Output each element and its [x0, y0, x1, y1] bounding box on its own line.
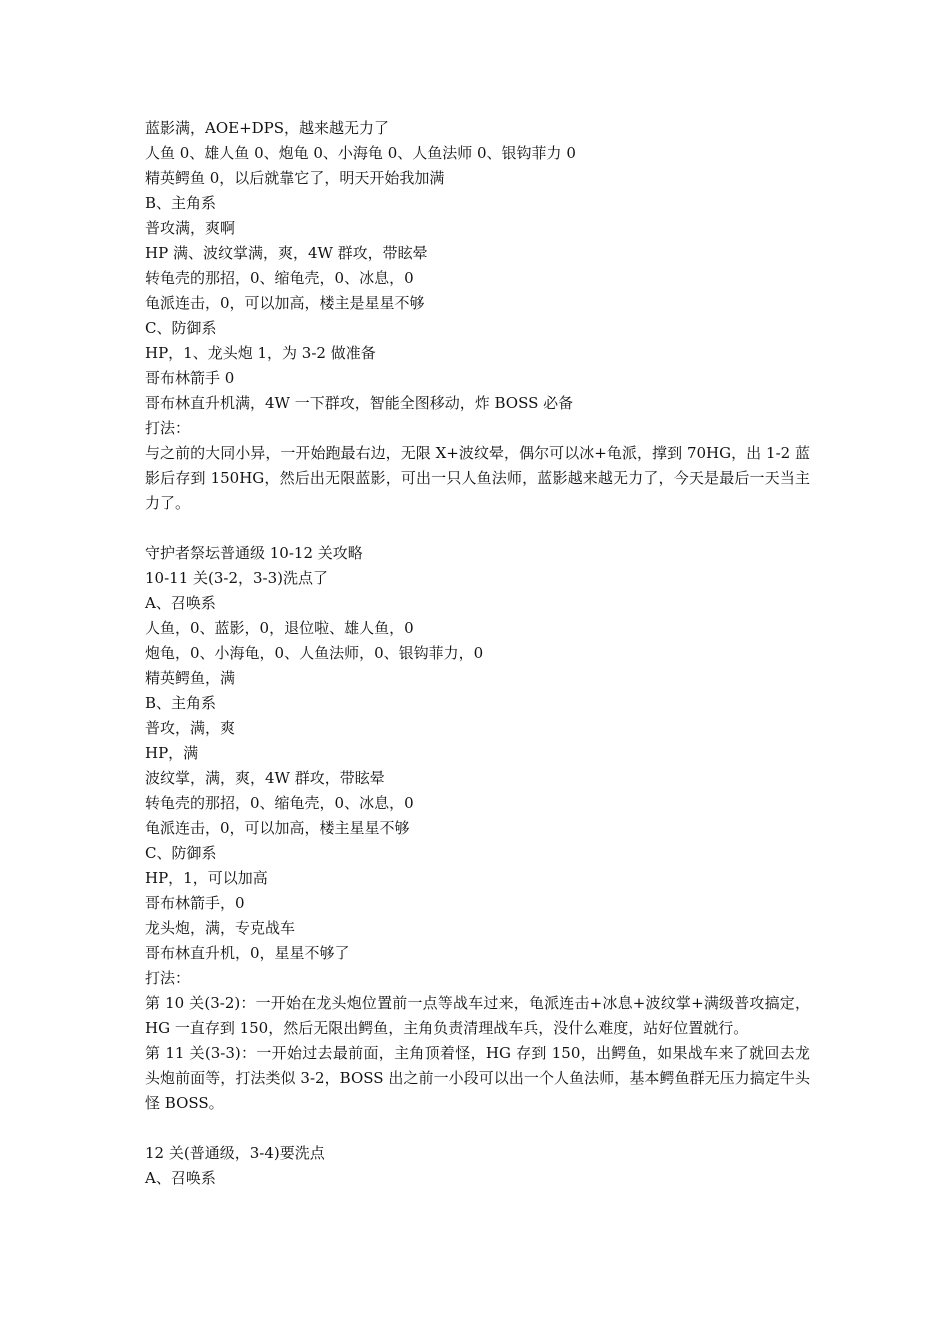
text-line: 普攻，满，爽 — [145, 719, 236, 737]
text-line: C、防御系 — [145, 319, 217, 337]
text-line: B、主角系 — [145, 194, 217, 212]
text-line: 炮龟，0、小海龟，0、人鱼法师，0、银钩菲力，0 — [145, 644, 484, 662]
text-line: 人鱼，0、蓝影，0，退位啦、雄人鱼，0 — [145, 619, 414, 637]
text-line: A、召唤系 — [145, 1169, 216, 1187]
text-line: 波纹掌，满，爽，4W 群攻，带眩晕 — [145, 769, 385, 787]
text-line: B、主角系 — [145, 694, 217, 712]
strategy-section-previous — [145, 116, 810, 516]
text-line: 守护者祭坛普通级 10-12 关攻略 — [145, 544, 363, 562]
text-line: 10-11 关(3-2，3-3)洗点了 — [145, 569, 329, 587]
text-line: 第 10 关(3-2)：一开始在龙头炮位置前一点等战车过来，龟派连击+冰息+波纹掌+满级普攻搞定，HG 一直存到 150，然后无限出鳄鱼，主角负责清理战车兵，没什么难度，站好位置就行。 — [145, 994, 810, 1037]
text-line: 打法： — [145, 419, 191, 437]
text-line: 普攻满，爽啊 — [145, 219, 236, 237]
text-line: 哥布林直升机满，4W 一下群攻，智能全图移动，炸 BOSS 必备 — [145, 394, 574, 412]
text-line: 与之前的大同小异，一开始跑最右边，无限 X+波纹晕，偶尔可以冰+龟派，撑到 70HG，出 1-2 蓝影后存到 150HG，然后出无限蓝影，可出一只人鱼法师，蓝影越来越无力了，今天是最后一天当主力了。 — [145, 444, 810, 512]
text-line: C、防御系 — [145, 844, 217, 862]
text-line: 哥布林直升机，0，星星不够了 — [145, 944, 350, 962]
text-line: 打法： — [145, 969, 191, 987]
text-line: 龟派连击，0，可以加高，楼主是星星不够 — [145, 294, 425, 312]
text-line: 龙头炮，满，专克战车 — [145, 919, 296, 937]
text-line: HP 满、波纹掌满，爽，4W 群攻，带眩晕 — [145, 244, 428, 262]
text-line: HP，满 — [145, 744, 199, 762]
text-line: 精英鳄鱼 0，以后就靠它了，明天开始我加满 — [145, 169, 445, 187]
text-line: 龟派连击，0，可以加高，楼主星星不够 — [145, 819, 410, 837]
text-line: 人鱼 0、雄人鱼 0、炮龟 0、小海龟 0、人鱼法师 0、银钩菲力 0 — [145, 144, 576, 162]
text-line: 精英鳄鱼，满 — [145, 669, 236, 687]
text-line: HP，1、龙头炮 1，为 3-2 做准备 — [145, 344, 376, 362]
text-line: A、召唤系 — [145, 594, 216, 612]
text-line: 哥布林箭手，0 — [145, 894, 245, 912]
document-page — [145, 116, 810, 1191]
text-line: 转龟壳的那招，0、缩龟壳，0、冰息，0 — [145, 269, 414, 287]
text-line: 转龟壳的那招，0、缩龟壳，0、冰息，0 — [145, 794, 414, 812]
strategy-section-level-12 — [145, 1141, 810, 1191]
text-line: HP，1，可以加高 — [145, 869, 268, 887]
text-line: 哥布林箭手 0 — [145, 369, 235, 387]
text-line: 蓝影满，AOE+DPS，越来越无力了 — [145, 119, 390, 137]
strategy-section-levels-10-12 — [145, 541, 810, 1116]
paragraph-gap — [145, 1116, 810, 1141]
text-line: 12 关(普通级，3-4)要洗点 — [145, 1144, 325, 1162]
paragraph-gap — [145, 516, 810, 541]
text-line: 第 11 关(3-3)：一开始过去最前面，主角顶着怪，HG 存到 150，出鳄鱼，如果战车来了就回去龙头炮前面等，打法类似 3-2，BOSS 出之前一小段可以出一个人鱼法师，基本鳄鱼群无压力搞定牛头怪 BOSS。 — [145, 1044, 810, 1112]
